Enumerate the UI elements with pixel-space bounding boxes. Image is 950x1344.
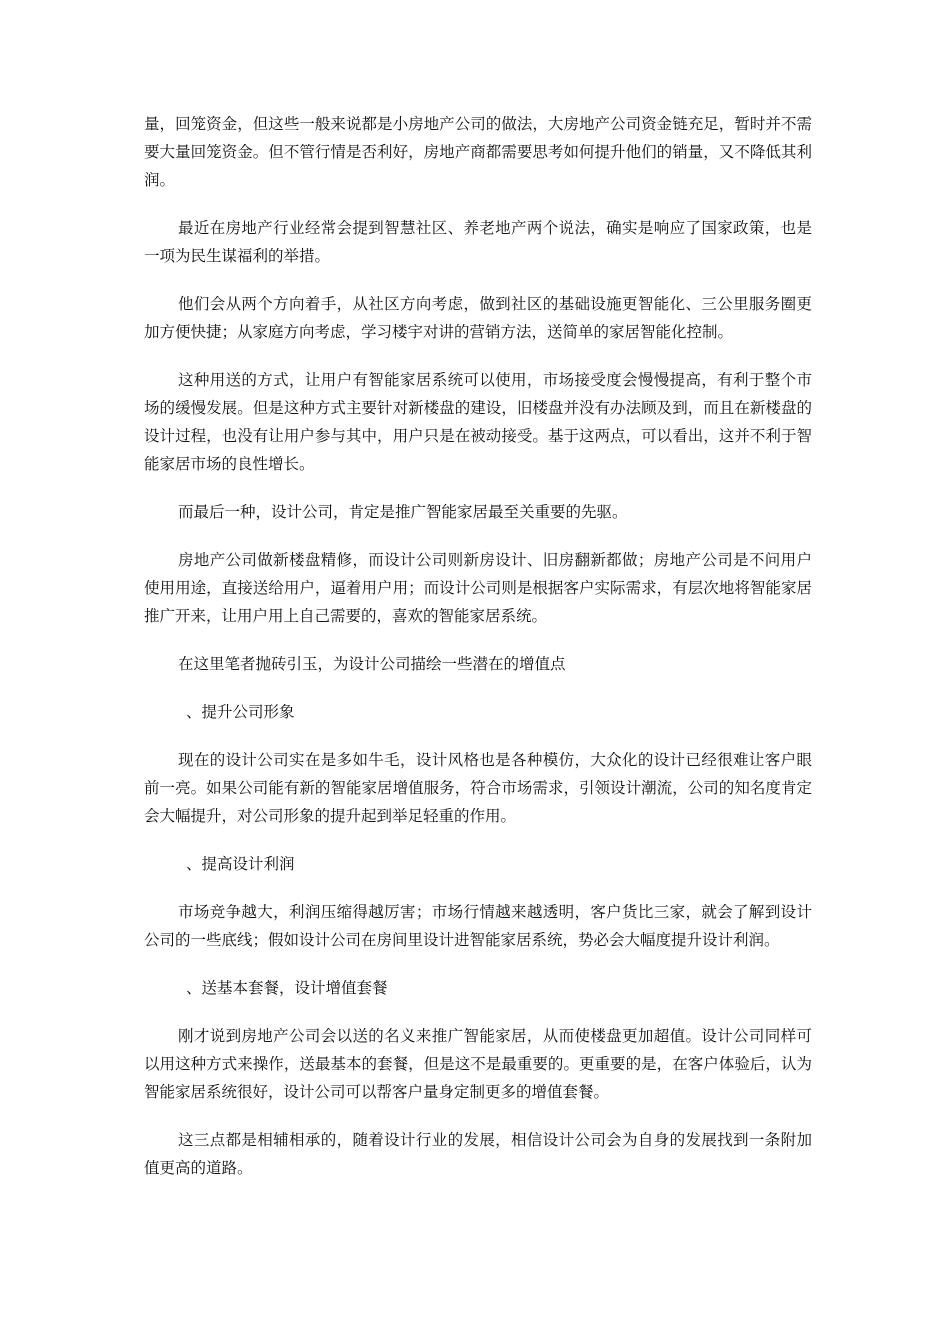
- paragraph-smart-community: 最近在房地产行业经常会提到智慧社区、养老地产两个说法，确实是响应了国家政策，也是一项为民生谋福利的举措。: [144, 219, 812, 265]
- paragraph-design-profit: 市场竞争越大，利润压缩得越厉害；市场行情越来越透明，客户货比三家，就会了解到设计公司的一些底线；假如设计公司在房间里设计进智能家居系统，势必会大幅度提升设计利润。: [144, 903, 812, 949]
- paragraph-comparison: 房地产公司做新楼盘精修，而设计公司则新房设计、旧房翻新都做；房地产公司是不问用户使用用途，直接送给用户，逼着用户用；而设计公司则是根据客户实际需求，有层次地将智能家居推广开来，让用户用上自己需要的，喜欢的智能家居系统。: [144, 551, 812, 625]
- paragraph-conclusion: 这三点都是相辅相承的，随着设计行业的发展，相信设计公司会为自身的发展找到一条附加值更高的道路。: [144, 1131, 812, 1177]
- paragraph-value-points-intro: 在这里笔者抛砖引玉，为设计公司描绘一些潜在的增值点: [178, 655, 566, 673]
- paragraph-gift-approach: 这种用送的方式，让用户有智能家居系统可以使用，市场接受度会慢慢提高，有利于整个市场的缓慢发展。但是这种方式主要针对新楼盘的建设，旧楼盘并没有办法顾及到，而且在新楼盘的设计过程，也没有让用户参与其中，用户只是在被动接受。基于这两点，可以看出，这并不利于智能家居市场的良性增长。: [144, 371, 812, 473]
- paragraph-continuation: 量，回笼资金，但这些一般来说都是小房地产公司的做法，大房地产公司资金链充足，暂时并不需要大量回笼资金。但不管行情是否利好，房地产商都需要思考如何提升他们的销量，又不降低其利润。: [144, 115, 812, 189]
- paragraph-packages: 刚才说到房地产公司会以送的名义来推广智能家居，从而使楼盘更加超值。设计公司同样可以用这种方式来操作，送最基本的套餐，但是这不是最重要的。更重要的是，在客户体验后，认为智能家居系统很好，设计公司可以帮客户量身定制更多的增值套餐。: [144, 1027, 812, 1101]
- paragraph-design-company: 而最后一种，设计公司，肯定是推广智能家居最至关重要的先驱。: [178, 503, 628, 521]
- section-heading-company-image: 、提升公司形象: [186, 703, 295, 721]
- section-heading-packages: 、送基本套餐，设计增值套餐: [186, 979, 388, 997]
- paragraph-two-directions: 他们会从两个方向着手，从社区方向考虑，做到社区的基础设施更智能化、三公里服务圈更加方便快捷；从家庭方向考虑，学习楼宇对讲的营销方法，送简单的家居智能化控制。: [144, 295, 812, 341]
- document-body: [144, 110, 812, 1202]
- section-heading-design-profit: 、提高设计利润: [186, 855, 295, 873]
- paragraph-company-image: 现在的设计公司实在是多如牛毛，设计风格也是各种模仿，大众化的设计已经很难让客户眼前一亮。如果公司能有新的智能家居增值服务，符合市场需求，引领设计潮流，公司的知名度肯定会大幅提升，对公司形象的提升起到举足轻重的作用。: [144, 751, 812, 825]
